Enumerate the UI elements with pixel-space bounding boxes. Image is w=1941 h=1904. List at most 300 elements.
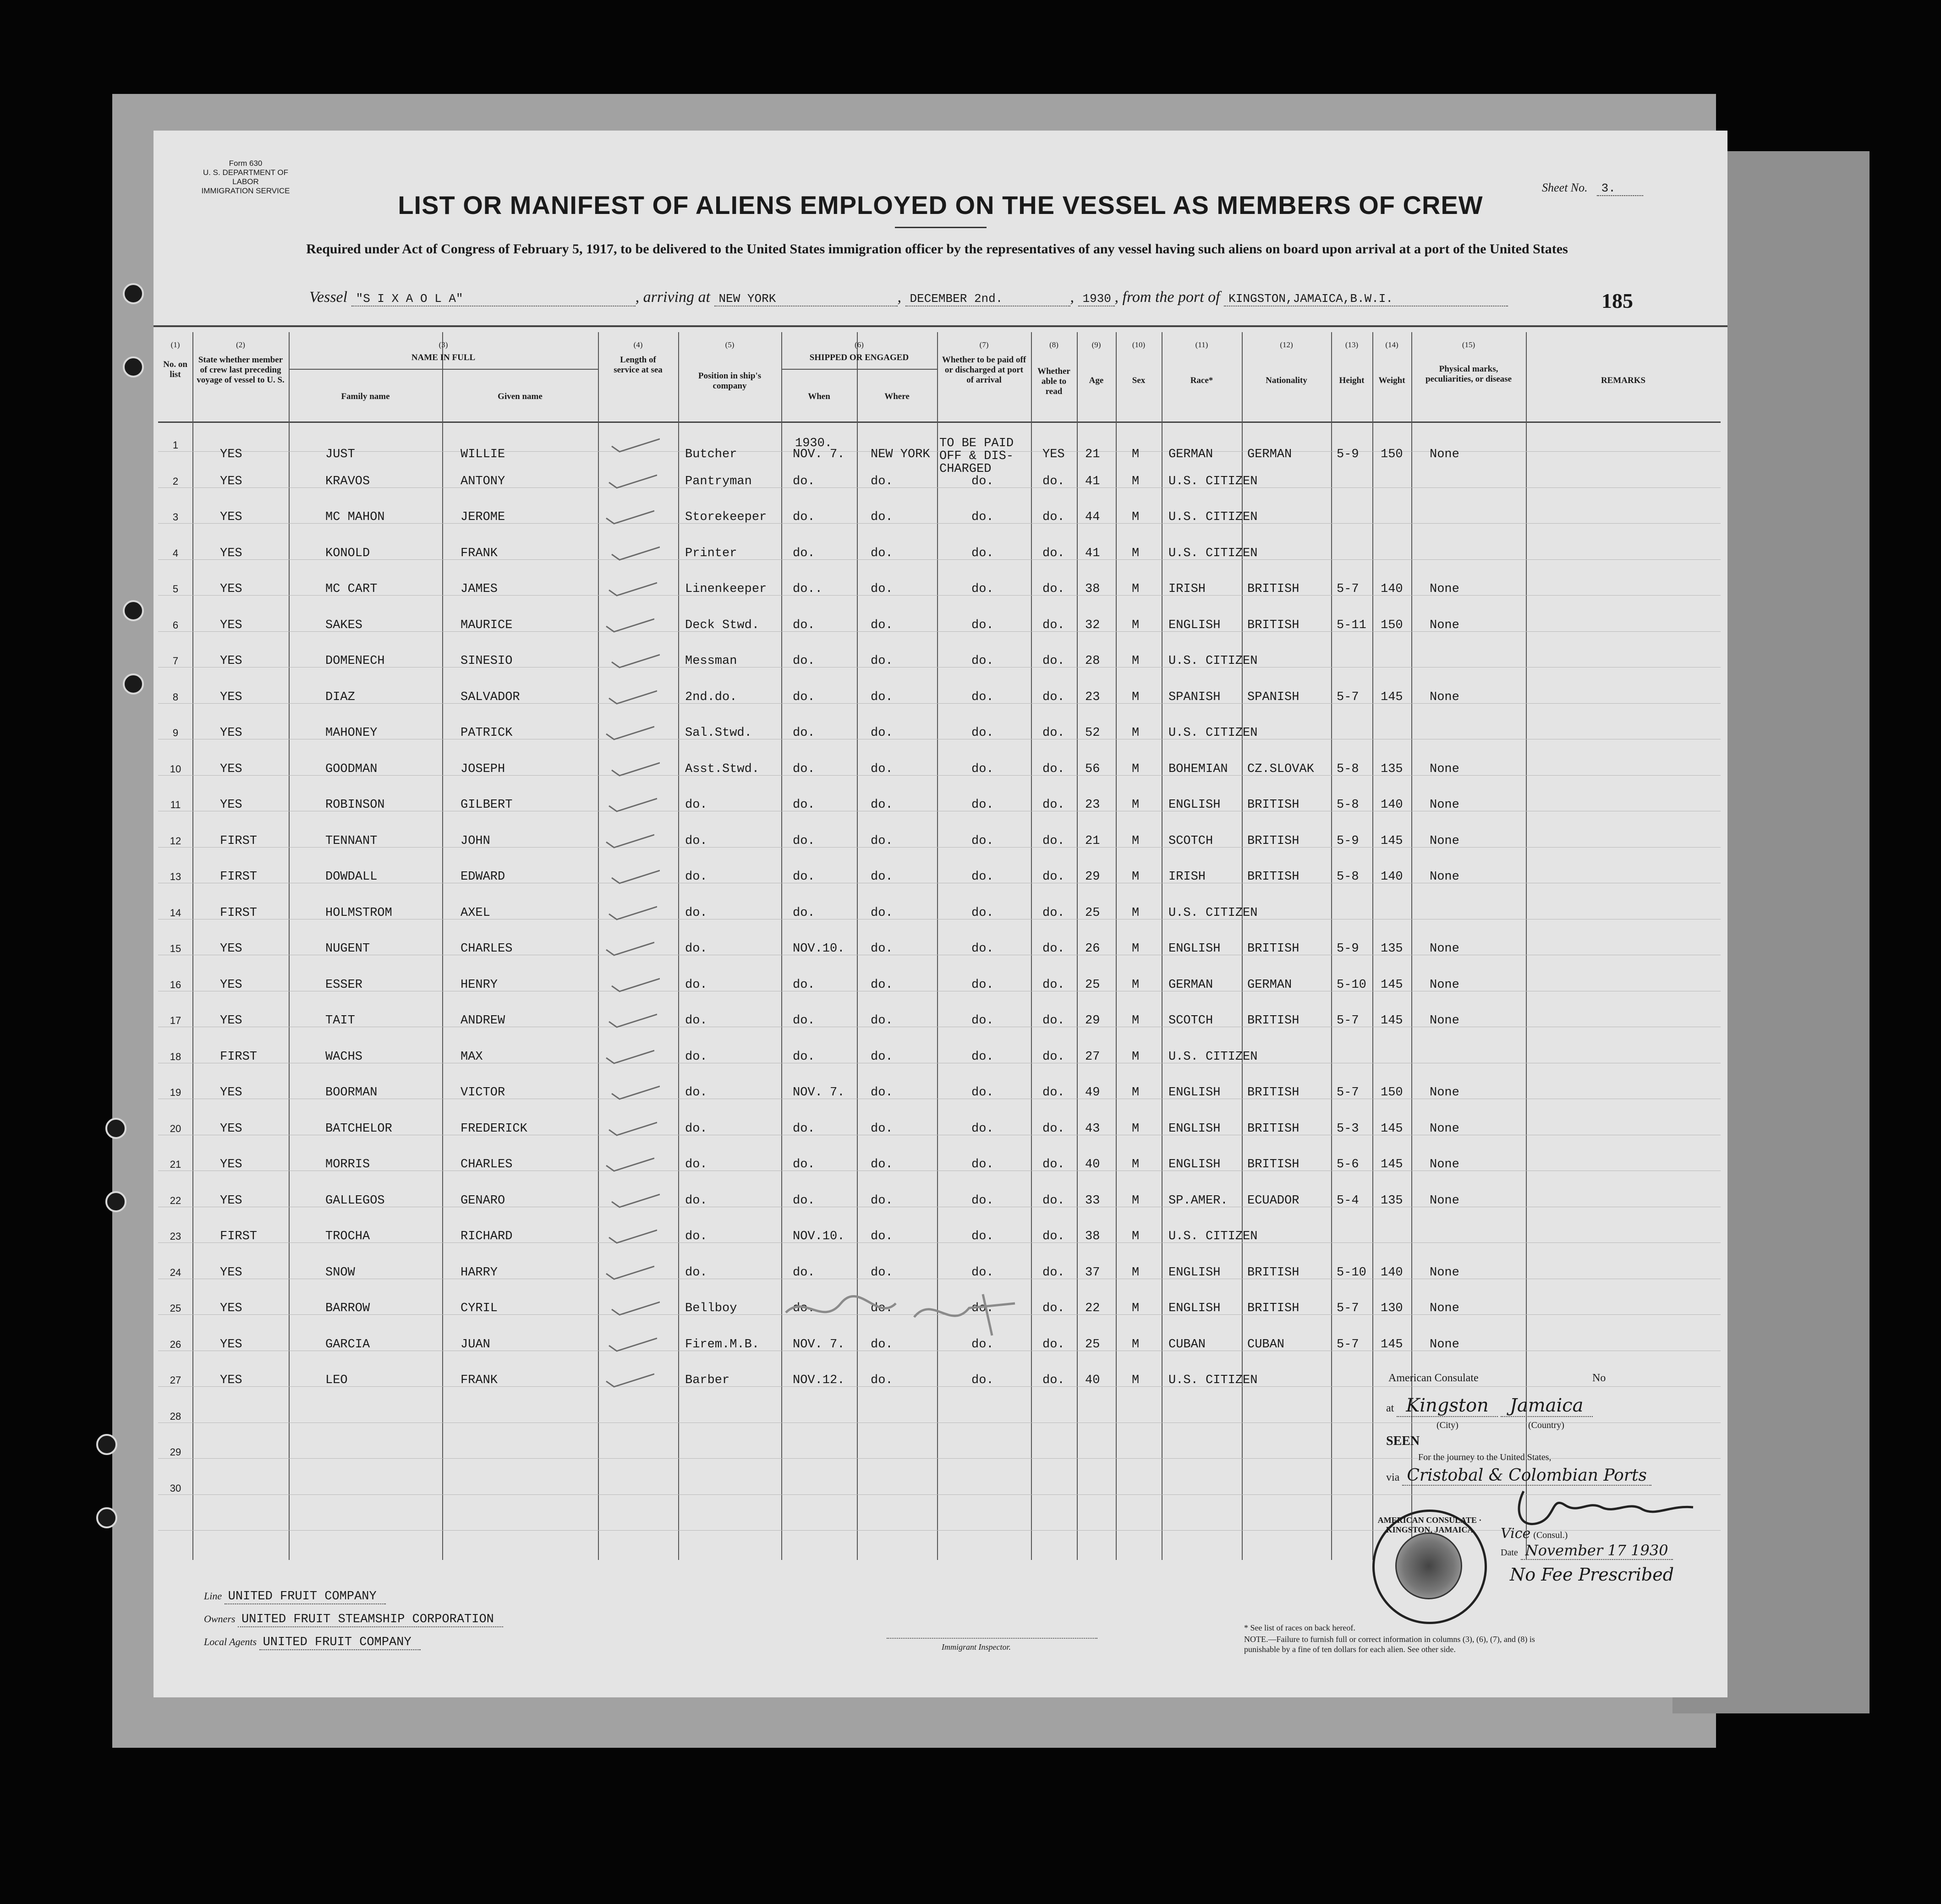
where-cell: do. xyxy=(871,1265,893,1280)
column-number: (3) xyxy=(439,340,448,349)
eagle-icon xyxy=(1395,1532,1462,1599)
sex-cell: M xyxy=(1132,1158,1140,1171)
height-cell: 5-8 xyxy=(1337,798,1359,812)
family-name-cell: DOMENECH xyxy=(325,654,385,668)
race-cell: ENGLISH xyxy=(1168,1302,1221,1315)
age-cell: 37 xyxy=(1085,1265,1100,1280)
sex-cell: M xyxy=(1132,690,1140,704)
binder-hole xyxy=(105,1118,126,1139)
nationality-cell: BRITISH xyxy=(1247,942,1299,956)
position-cell: Bellboy xyxy=(685,1302,737,1315)
position-cell: 2nd.do. xyxy=(685,690,737,704)
paid-off-cell: do. xyxy=(971,834,994,848)
check-mark-icon xyxy=(609,1299,660,1316)
weight-cell: 135 xyxy=(1381,1193,1403,1208)
consul-field xyxy=(1501,1526,1568,1542)
age-cell: 29 xyxy=(1085,1014,1100,1028)
weight-cell: 145 xyxy=(1381,834,1403,848)
nationality-cell: BRITISH xyxy=(1247,870,1299,884)
able-to-read-cell: YES xyxy=(1042,448,1065,461)
weight-cell: 145 xyxy=(1381,1337,1403,1351)
height-cell: 5-7 xyxy=(1337,1302,1359,1315)
position-cell: do. xyxy=(685,906,707,920)
header-where: Where xyxy=(884,392,910,401)
weight-cell: 135 xyxy=(1381,762,1403,776)
paid-off-cell: do. xyxy=(971,1302,994,1315)
row-rule xyxy=(158,847,1721,848)
race-cell: ENGLISH xyxy=(1168,942,1221,956)
page-title: LIST OR MANIFEST OF ALIENS EMPLOYED ON THE VESSEL AS MEMBERS OF CREW xyxy=(398,191,1483,219)
weight-cell: 150 xyxy=(1381,618,1403,632)
paid-off-cell: do. xyxy=(971,798,994,812)
race-cell: U.S. CITIZEN xyxy=(1168,1230,1258,1243)
row-number: 16 xyxy=(170,979,181,990)
where-cell: do. xyxy=(871,1050,893,1064)
sex-cell: M xyxy=(1132,942,1140,956)
sex-cell: M xyxy=(1132,546,1140,560)
state-cell: YES xyxy=(220,1122,242,1136)
physical-marks-cell: None xyxy=(1430,1086,1459,1100)
nationality-cell: BRITISH xyxy=(1247,1265,1299,1280)
row-rule xyxy=(158,523,1721,524)
where-cell: do. xyxy=(871,1337,893,1351)
row-number: 3 xyxy=(172,511,179,523)
state-cell: YES xyxy=(220,1193,242,1208)
sex-cell: M xyxy=(1132,1230,1140,1243)
age-cell: 25 xyxy=(1085,978,1100,992)
family-name-cell: DOWDALL xyxy=(325,870,378,884)
given-name-cell: CHARLES xyxy=(461,942,513,956)
age-cell: 28 xyxy=(1085,654,1100,668)
physical-marks-cell: None xyxy=(1430,448,1459,461)
state-cell: YES xyxy=(220,654,242,668)
row-number: 19 xyxy=(170,1087,181,1098)
able-to-read-cell: do. xyxy=(1042,1230,1065,1243)
given-name-cell: FRANK xyxy=(461,1373,498,1387)
column-rule xyxy=(1116,332,1117,1560)
able-to-read-cell: do. xyxy=(1042,1373,1065,1387)
row-rule xyxy=(158,559,1721,560)
sex-cell: M xyxy=(1132,474,1140,488)
height-cell: 5-3 xyxy=(1337,1122,1359,1136)
given-name-cell: GENARO xyxy=(461,1193,505,1208)
race-cell: SP.AMER. xyxy=(1168,1193,1228,1208)
city-label: (City) xyxy=(1437,1420,1458,1430)
position-cell: Pantryman xyxy=(685,474,752,488)
where-cell: do. xyxy=(871,654,893,668)
agents-field xyxy=(204,1636,421,1649)
row-number: 28 xyxy=(170,1410,181,1422)
row-number: 1 xyxy=(172,439,179,451)
when-cell: NOV.10. xyxy=(793,1230,845,1243)
date-handwritten: November 17 1930 xyxy=(1521,1542,1673,1560)
age-cell: 21 xyxy=(1085,448,1100,461)
nationality-cell: CZ.SLOVAK xyxy=(1247,762,1314,776)
family-name-cell: BATCHELOR xyxy=(325,1122,392,1136)
able-to-read-cell: do. xyxy=(1042,546,1065,560)
consulate-no-label: No xyxy=(1592,1372,1606,1384)
nationality-cell: BRITISH xyxy=(1247,1302,1299,1315)
where-cell: do. xyxy=(871,1373,893,1387)
paid-off-cell: do. xyxy=(971,1337,994,1351)
column-rule xyxy=(1526,332,1527,1560)
sex-cell: M xyxy=(1132,582,1140,596)
family-name-cell: MC CART xyxy=(325,582,378,596)
height-cell: 5-6 xyxy=(1337,1158,1359,1171)
position-cell: Storekeeper xyxy=(685,510,767,524)
binder-hole xyxy=(123,673,144,695)
given-name-cell: VICTOR xyxy=(461,1086,505,1100)
position-cell: Firem.M.B. xyxy=(685,1337,760,1351)
sex-cell: M xyxy=(1132,1265,1140,1280)
family-name-cell: MORRIS xyxy=(325,1158,370,1171)
race-cell: U.S. CITIZEN xyxy=(1168,1373,1258,1387)
position-cell: Asst.Stwd. xyxy=(685,762,760,776)
physical-marks-cell: None xyxy=(1430,942,1459,956)
where-cell: do. xyxy=(871,474,893,488)
race-cell: U.S. CITIZEN xyxy=(1168,1050,1258,1064)
where-cell: do. xyxy=(871,906,893,920)
column-number: (12) xyxy=(1280,340,1293,349)
header-family-name: Family name xyxy=(341,392,390,401)
height-cell: 5-4 xyxy=(1337,1193,1359,1208)
binder-hole xyxy=(96,1434,117,1455)
when-cell: do. xyxy=(793,618,815,632)
age-cell: 44 xyxy=(1085,510,1100,524)
subheader-rule xyxy=(781,369,937,370)
given-name-cell: AXEL xyxy=(461,906,490,920)
owners-field xyxy=(204,1613,503,1626)
row-number: 18 xyxy=(170,1050,181,1062)
state-cell: YES xyxy=(220,726,242,740)
sex-cell: M xyxy=(1132,726,1140,740)
paid-off-cell: do. xyxy=(971,474,994,488)
able-to-read-cell: do. xyxy=(1042,870,1065,884)
age-cell: 25 xyxy=(1085,906,1100,920)
sex-cell: M xyxy=(1132,510,1140,524)
check-mark-icon xyxy=(607,904,657,920)
age-cell: 25 xyxy=(1085,1337,1100,1351)
given-name-cell: SALVADOR xyxy=(461,690,520,704)
sex-cell: M xyxy=(1132,978,1140,992)
row-number: 25 xyxy=(170,1302,181,1314)
family-name-cell: BARROW xyxy=(325,1302,370,1315)
state-cell: YES xyxy=(220,798,242,812)
race-cell: ENGLISH xyxy=(1168,1122,1221,1136)
state-cell: YES xyxy=(220,1086,242,1100)
nationality-cell: BRITISH xyxy=(1247,582,1299,596)
check-mark-icon xyxy=(604,1155,654,1172)
sex-cell: M xyxy=(1132,1193,1140,1208)
line-label: Line xyxy=(204,1590,222,1602)
check-mark-icon xyxy=(604,724,654,740)
state-cell: YES xyxy=(220,1158,242,1171)
nationality-cell: BRITISH xyxy=(1247,798,1299,812)
age-cell: 33 xyxy=(1085,1193,1100,1208)
given-name-cell: JEROME xyxy=(461,510,505,524)
agents-label: Local Agents xyxy=(204,1636,257,1647)
race-cell: U.S. CITIZEN xyxy=(1168,546,1258,560)
paid-off-cell: do. xyxy=(971,978,994,992)
paid-off-note: OFF & DIS- xyxy=(939,449,1014,463)
arrival-year: 1930 xyxy=(1078,292,1115,306)
column-number: (13) xyxy=(1345,340,1359,349)
paid-off-cell: do. xyxy=(971,582,994,596)
where-cell: do. xyxy=(871,1158,893,1171)
paid-off-cell: do. xyxy=(971,1014,994,1028)
row-number: 23 xyxy=(170,1231,181,1242)
column-rule xyxy=(192,332,193,1560)
given-name-cell: HARRY xyxy=(461,1265,498,1280)
row-number: 27 xyxy=(170,1374,181,1386)
where-cell: do. xyxy=(871,1193,893,1208)
family-name-cell: TENNANT xyxy=(325,834,378,848)
physical-marks-cell: None xyxy=(1430,618,1459,632)
check-mark-icon xyxy=(607,1335,657,1352)
row-number: 26 xyxy=(170,1338,181,1350)
row-number: 20 xyxy=(170,1122,181,1134)
family-name-cell: DIAZ xyxy=(325,690,355,704)
when-cell: do. xyxy=(793,978,815,992)
family-name-cell: SNOW xyxy=(325,1265,355,1280)
state-cell: FIRST xyxy=(220,1230,258,1243)
physical-marks-cell: None xyxy=(1430,1193,1459,1208)
when-cell: do. xyxy=(793,906,815,920)
family-name-cell: GOODMAN xyxy=(325,762,378,776)
able-to-read-cell: do. xyxy=(1042,582,1065,596)
binder-hole xyxy=(123,600,144,621)
able-to-read-cell: do. xyxy=(1042,1086,1065,1100)
header-nationality: Nationality xyxy=(1266,376,1307,385)
race-cell: BOHEMIAN xyxy=(1168,762,1228,776)
paid-off-cell: do. xyxy=(971,618,994,632)
state-cell: FIRST xyxy=(220,1050,258,1064)
position-cell: do. xyxy=(685,1158,707,1171)
arriving-label: , arriving at xyxy=(635,289,710,306)
nationality-cell: ECUADOR xyxy=(1247,1193,1299,1208)
physical-marks-cell: None xyxy=(1430,690,1459,704)
given-name-cell: JOSEPH xyxy=(461,762,505,776)
age-cell: 41 xyxy=(1085,474,1100,488)
paid-off-cell: do. xyxy=(971,1122,994,1136)
weight-cell: 130 xyxy=(1381,1302,1403,1315)
sex-cell: M xyxy=(1132,798,1140,812)
top-rule xyxy=(154,325,1727,327)
column-rule xyxy=(781,332,782,1560)
fee-handwritten: No Fee Prescribed xyxy=(1510,1565,1674,1585)
vessel-label: Vessel xyxy=(309,289,348,306)
nationality-cell: BRITISH xyxy=(1247,1086,1299,1100)
height-cell: 5-7 xyxy=(1337,1337,1359,1351)
able-to-read-cell: do. xyxy=(1042,834,1065,848)
check-mark-icon xyxy=(604,508,654,525)
header-when: When xyxy=(808,392,830,401)
race-cell: U.S. CITIZEN xyxy=(1168,654,1258,668)
position-cell: Butcher xyxy=(685,448,737,461)
header-shipped-engaged: SHIPPED OR ENGAGED xyxy=(809,353,909,362)
where-cell: do. xyxy=(871,1014,893,1028)
subtitle: Required under Act of Congress of February 5, 1917, to be delivered to the United States immigration officer by the representatives of any vessel having such aliens on board upon arrival at a port of the United States xyxy=(306,241,1568,257)
column-number: (14) xyxy=(1385,340,1398,349)
age-cell: 21 xyxy=(1085,834,1100,848)
row-rule xyxy=(158,1494,1721,1495)
check-mark-icon xyxy=(607,688,657,705)
when-cell: do. xyxy=(793,690,815,704)
where-cell: do. xyxy=(871,1302,893,1315)
owners-label: Owners xyxy=(204,1613,236,1625)
state-cell: FIRST xyxy=(220,906,258,920)
column-number: (10) xyxy=(1132,340,1146,349)
departure-port: KINGSTON,JAMAICA,B.W.I. xyxy=(1224,292,1508,306)
header-no-on-list: No. on list xyxy=(163,360,187,379)
age-cell: 29 xyxy=(1085,870,1100,884)
given-name-cell: CYRIL xyxy=(461,1302,498,1315)
row-number: 12 xyxy=(170,835,181,847)
sex-cell: M xyxy=(1132,448,1140,461)
state-cell: YES xyxy=(220,1265,242,1280)
family-name-cell: GALLEGOS xyxy=(325,1193,385,1208)
able-to-read-cell: do. xyxy=(1042,1014,1065,1028)
weight-cell: 145 xyxy=(1381,690,1403,704)
given-name-cell: HENRY xyxy=(461,978,498,992)
sex-cell: M xyxy=(1132,1050,1140,1064)
city-handwritten: Kingston xyxy=(1397,1395,1498,1417)
position-cell: do. xyxy=(685,834,707,848)
row-number: 8 xyxy=(172,691,179,703)
height-cell: 5-8 xyxy=(1337,762,1359,776)
when-cell: NOV.10. xyxy=(793,942,845,956)
given-name-cell: ANDREW xyxy=(461,1014,505,1028)
height-cell: 5-7 xyxy=(1337,690,1359,704)
race-cell: ENGLISH xyxy=(1168,798,1221,812)
nationality-cell: SPANISH xyxy=(1247,690,1299,704)
when-cell: do. xyxy=(793,870,815,884)
date-field xyxy=(1501,1542,1673,1559)
where-cell: do. xyxy=(871,762,893,776)
where-cell: do. xyxy=(871,942,893,956)
paid-off-cell: do. xyxy=(971,906,994,920)
where-cell: NEW YORK xyxy=(871,448,930,461)
family-name-cell: MAHONEY xyxy=(325,726,378,740)
state-cell: YES xyxy=(220,618,242,632)
sex-cell: M xyxy=(1132,654,1140,668)
height-cell: 5-8 xyxy=(1337,870,1359,884)
nationality-cell: BRITISH xyxy=(1247,1122,1299,1136)
column-number: (2) xyxy=(236,340,245,349)
check-mark-icon xyxy=(609,436,660,453)
able-to-read-cell: do. xyxy=(1042,1122,1065,1136)
consulate-at xyxy=(1386,1395,1593,1416)
binder-hole xyxy=(105,1191,126,1212)
column-number: (8) xyxy=(1049,340,1058,349)
from-label: , from the port of xyxy=(1114,289,1220,306)
check-mark-icon xyxy=(604,616,654,633)
age-cell: 49 xyxy=(1085,1086,1100,1100)
binder-hole xyxy=(123,356,144,378)
row-number: 17 xyxy=(170,1015,181,1026)
paid-off-cell: do. xyxy=(971,1230,994,1243)
date-label: Date xyxy=(1501,1548,1518,1558)
column-rule xyxy=(1077,332,1078,1560)
family-name-cell: KRAVOS xyxy=(325,474,370,488)
state-cell: YES xyxy=(220,474,242,488)
position-cell: do. xyxy=(685,942,707,956)
family-name-cell: TAIT xyxy=(325,1014,355,1028)
able-to-read-cell: do. xyxy=(1042,942,1065,956)
check-mark-icon xyxy=(607,580,657,596)
header-remarks: REMARKS xyxy=(1601,376,1646,385)
sex-cell: M xyxy=(1132,1014,1140,1028)
row-number: 5 xyxy=(172,583,179,595)
weight-cell: 145 xyxy=(1381,1014,1403,1028)
paid-off-cell: do. xyxy=(971,942,994,956)
given-name-cell: FREDERICK xyxy=(461,1122,527,1136)
check-mark-icon xyxy=(607,796,657,812)
physical-marks-cell: None xyxy=(1430,834,1459,848)
race-cell: GERMAN xyxy=(1168,978,1213,992)
weight-cell: 150 xyxy=(1381,448,1403,461)
column-number: (9) xyxy=(1091,340,1101,349)
given-name-cell: CHARLES xyxy=(461,1158,513,1171)
where-cell: do. xyxy=(871,510,893,524)
race-cell: GERMAN xyxy=(1168,448,1213,461)
when-cell: NOV. 7. xyxy=(793,1086,845,1100)
when-year-cell: 1930. xyxy=(795,437,833,450)
column-number: (11) xyxy=(1195,340,1208,349)
binder-hole xyxy=(123,283,144,304)
given-name-cell: FRANK xyxy=(461,546,498,560)
check-mark-icon xyxy=(604,1264,654,1280)
header-weight: Weight xyxy=(1378,376,1405,385)
check-mark-icon xyxy=(604,832,654,848)
state-cell: YES xyxy=(220,510,242,524)
seen-label: SEEN xyxy=(1386,1434,1420,1448)
age-cell: 40 xyxy=(1085,1158,1100,1171)
position-cell: do. xyxy=(685,1122,707,1136)
when-cell: do. xyxy=(793,798,815,812)
sex-cell: M xyxy=(1132,618,1140,632)
height-cell: 5-7 xyxy=(1337,1086,1359,1100)
sex-cell: M xyxy=(1132,762,1140,776)
where-cell: do. xyxy=(871,798,893,812)
nationality-cell: BRITISH xyxy=(1247,1014,1299,1028)
race-cell: CUBAN xyxy=(1168,1337,1206,1351)
header-able-to-read: Whether able to read xyxy=(1037,367,1070,396)
when-cell: do. xyxy=(793,546,815,560)
row-rule xyxy=(158,703,1721,704)
age-cell: 38 xyxy=(1085,1230,1100,1243)
sex-cell: M xyxy=(1132,906,1140,920)
age-cell: 23 xyxy=(1085,690,1100,704)
check-mark-icon xyxy=(609,868,660,884)
state-cell: YES xyxy=(220,448,242,461)
pencil-mark xyxy=(777,1276,1052,1349)
fine-note: NOTE.—Failure to furnish full or correct information in columns (3), (6), (7), and (8) is punishable by a fine of ten dollars for each alien. See other side. xyxy=(1244,1635,1535,1654)
state-cell: YES xyxy=(220,690,242,704)
column-number: (1) xyxy=(170,340,180,349)
where-cell: do. xyxy=(871,546,893,560)
sheet-value: 3. xyxy=(1597,181,1643,196)
family-name-cell: JUST xyxy=(325,448,355,461)
given-name-cell: JAMES xyxy=(461,582,498,596)
header-physical-marks: Physical marks, peculiarities, or disease xyxy=(1425,364,1512,384)
race-cell: U.S. CITIZEN xyxy=(1168,474,1258,488)
when-cell: do.. xyxy=(793,582,822,596)
state-cell: YES xyxy=(220,762,242,776)
family-name-cell: SAKES xyxy=(325,618,363,632)
nationality-cell: BRITISH xyxy=(1247,618,1299,632)
column-rule xyxy=(937,332,938,1560)
